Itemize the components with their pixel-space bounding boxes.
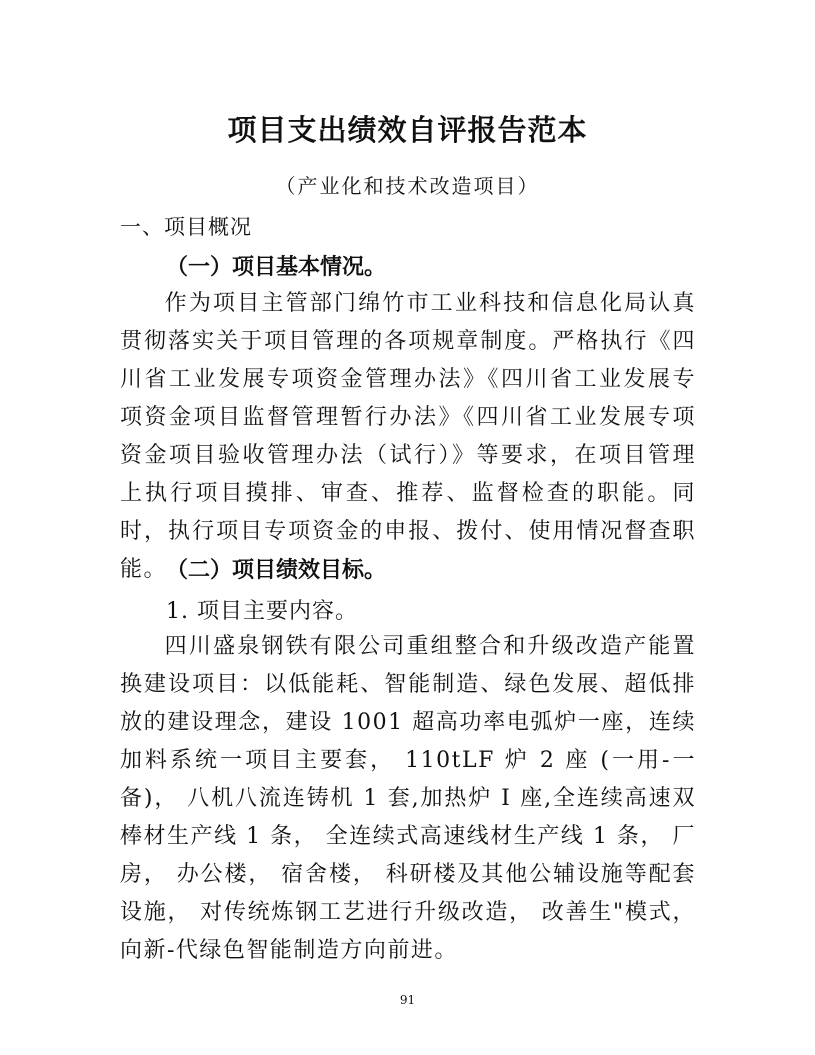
section-heading-project-overview: 一、项目概况 (120, 215, 252, 239)
paragraph-main-content (120, 628, 696, 970)
subsection-heading-basic-info: （一）项目基本情况。 (166, 254, 387, 280)
paragraph-basic-info (120, 285, 696, 589)
document-title: 项目支出绩效自评报告范本 (227, 113, 588, 147)
subsection-heading-performance-goals: （二）项目绩效目标。 (166, 557, 387, 583)
page-number: 91 (399, 993, 416, 1007)
document-subtitle: （产业化和技术改造项目） (275, 174, 540, 198)
paragraph-basic-info-text: 作为项目主管部门绵竹市工业科技和信息化局认真贯彻落实关于项目管理的各项规章制度。严格执行《四川省工业发展专项资金管理办法》《四川省工业发展专项资金项目监督管理暂行办法》《四川省工业发展专项资金项目验收管理办法（试行）》等要求，在项目管理上执行项目摸排、审查、推荐、监督检查的职能。同时，执行项目专项资金的申报、拨付、使用情况督查职能。 (120, 291, 696, 582)
item-main-content: 1. 项目主要内容。 (166, 599, 358, 624)
paragraph-main-content-text: 四川盛泉钢铁有限公司重组整合和升级改造产能置换建设项目：以低能耗、智能制造、绿色发展、超低排放的建设理念，建设 1001 超高功率电弧炉一座，连续加料系统一项目主要套， 110tLF 炉 2 座 (一用-一备)， 八机八流连铸机 1 套,加热炉 I 座,全连续高速双棒材生产线 1 条， 全连续式高速线材生产线 1 条， 厂房， 办公楼， 宿舍楼， 科研楼及其他公辅设施等配套设施， 对传统炼钢工艺进行升级改造， 改善生"模式， 向新-代绿色智能制造方向前进。 (120, 634, 696, 963)
